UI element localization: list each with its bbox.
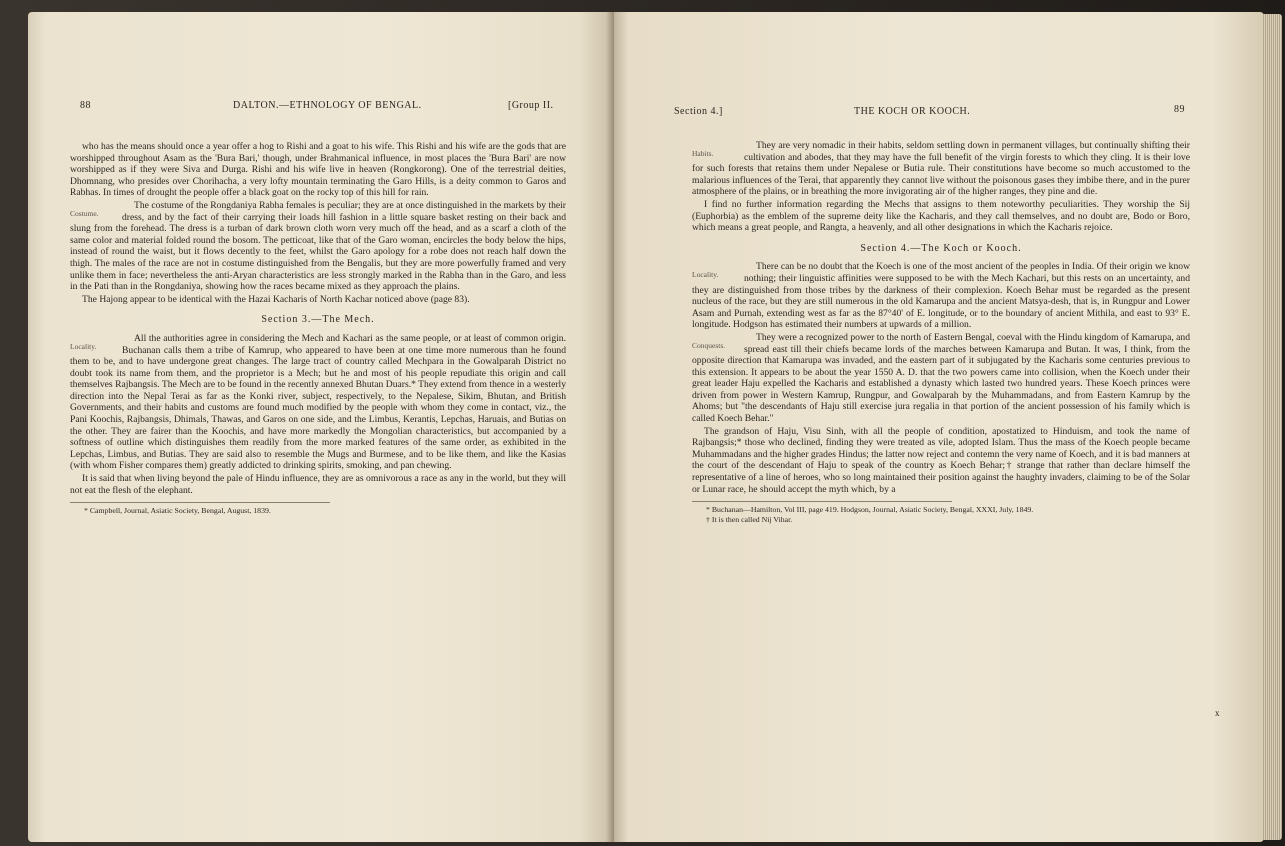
section-label-right: Section 4.] xyxy=(674,106,723,117)
footnote: † It is then called Nij Vihar. xyxy=(706,514,793,524)
group-label: [Group II. xyxy=(508,100,554,111)
left-text-body xyxy=(70,141,566,516)
section-heading-mech: Section 3.—The Mech. xyxy=(261,314,375,326)
sidenote-locality: Locality. xyxy=(70,341,97,351)
paragraph: It is said that when living beyond the pale of Hindu influence, they are as omnivorous a race as any in the world, but they will not eat the flesh of the elephant. xyxy=(70,473,566,496)
page-number-right: 89 xyxy=(1174,104,1185,115)
paragraph: Habits. They are very nomadic in their habits, seldom settling down in permanent villages, but continually shifting their cultivation and abodes, that they may have the full benefit of the virgin forests to which they cling. It is their love for such forests that retains them under Nepalese or Butia rule. Their constitutions have become so much accustomed to the malarious influences of the Terai, that apparently they cannot live without the poisonous gases they imbibe there, and in the purer atmosphere of the plains, or in breathing the more invigorating air of the higher ranges, they pine and die. xyxy=(692,140,1190,198)
page-number-left: 88 xyxy=(80,100,91,111)
right-text-body xyxy=(692,140,1190,524)
footnote-rule xyxy=(70,502,330,503)
sidenote-costume: Costume. xyxy=(70,208,99,218)
paragraph: Locality. All the authorities agree in considering the Mech and Kachari as the same people, or at least of common origin. Buchanan calls them a tribe of Kamrup, who appeared to have been at one time more numerous than he found them to be, and to have undergone great changes. The large tract of country called Mechpara in the Gowalparah District no doubt took its name from them, and the proprietor is a Mech; but he and most of his people repudiate this origin and call themselves Rajbangsis. The Mech are to be found in the recently annexed Bhutan Duars.* They extend from thence in a westerly direction into the Nepal Terai as far as the Konki river, subject, respectively, to the Nepalese, Sikim, Bhutan, and British Governments, and their habits and customs are found much modified by the people with whom they come in contact, viz., the Pani Koochis, Rajbangsis, Dhimals, Thawas, and Garos on one side, and the Limbus, Kerantis, Lepchas, Haruais, and Butias on the other. They are fairer than the Koochis, and have more markedly the Mongolian characteristics, but accompanied by a softness of outline which distinguishes them readily from the more marked features of the same order, as exhibited in the Lepchas, Limbus, and Butias. They are said also to resemble the Mugs and Burmese, and to be like them, and like the Kasias (with whom Fisher compares them) greatly addicted to drinking spirits, smoking, and pan chewing. xyxy=(70,332,566,472)
left-page xyxy=(28,12,614,842)
footnote-rule xyxy=(692,501,952,502)
footnote: * Buchanan—Hamilton, Vol III, page 419. Hodgson, Journal, Asiatic Society, Bengal, XXXI, July, 1849. xyxy=(706,505,1034,515)
signature-mark: x xyxy=(1215,708,1220,718)
sidenote-habits: Habits. xyxy=(692,149,714,158)
paragraph: The Hajong appear to be identical with the Hazai Kacharis of North Kachar noticed above (page 83). xyxy=(82,293,470,305)
right-page xyxy=(614,12,1264,842)
running-title-right: THE KOCH OR KOOCH. xyxy=(854,106,971,117)
section-heading-koch: Section 4.—The Koch or Kooch. xyxy=(860,242,1022,254)
footnote: * Campbell, Journal, Asiatic Society, Bengal, August, 1839. xyxy=(84,506,271,516)
paragraph: Conquests. They were a recognized power to the north of Eastern Bengal, coeval with the Hindu kingdom of Kamarupa, and spread east till their chiefs became lords of the marches between Kamarupa and Butan. It was, I think, from the opposite direction that Kamarupa was invaded, and the eastern part of it subjugated by the Kacharis some centuries previous to this extension. It appears to be about the year 1550 A. D. that the two powers came into collision, when the Koech under their great leader Haju expelled the Kacharis and established a dynasty which lasted two hundred years. These Koech princes were driven from power in Western Kamrup, Rungpur, and Gowalparah by the Muhammadans, and from Eastern Kamrup by the Ahoms; but "the descendants of Haju still exercise jura regalia in that portion of the ancient possession of his family which is called Koech Behar." xyxy=(692,331,1190,425)
sidenote-locality: Locality. xyxy=(692,270,719,280)
paragraph: who has the means should once a year offer a hog to Rishi and a goat to his wife. This Rishi and his wife are the gods that are worshipped throughout Asam as the 'Bura Bari,' though, under Brahmanical influence, in most places the 'Bura Bari' are now worshipped as if they were Siva and Durga. Rishi and his wife live in heaven (Rongkorong). One of the terrestrial deities, Dhomnang, who presides over Chorihacha, a very lofty mountain terminating the Garo Hills, is a deity common to Garos and Rabhas. In times of drought the people offer a black goat on the rocky top of this hill for rain. xyxy=(70,141,566,199)
sidenote-conquests: Conquests. xyxy=(692,340,726,350)
running-title-left: DALTON.—ETHNOLOGY OF BENGAL. xyxy=(233,100,422,111)
page-edges xyxy=(1262,14,1282,840)
paragraph: Costume. The costume of the Rongdaniya Rabha females is peculiar; they are at once distinguished in the markets by their dress, and by the fact of their carrying their loads hill fashion in a little square basket resting on their back and slung from the forehead. The dress is a turban of dark brown cloth worn very much off the head, and as a scarf a cloth of the same color and material folded round the bosom. The petticoat, like that of the Garo woman, encircles the body below the hips, instead of round the waist, but it flows decently to the feet, whilst the Garo apology for a robe does not reach half down the thigh. The males of the race are not in costume distinguished from the Bengalis, but they are more powerfully framed and very unlike them in face; nevertheless the anti-Aryan characteristics are less strongly marked in the Rabha than in the Garo, and less in the Pati than in the Rongdaniya, showing how the races became mixed as they approach the plains. xyxy=(70,199,566,293)
paragraph: The grandson of Haju, Visu Sinh, with all the people of condition, apostatized to Hinduism, and took the name of Rajbangsis;* those who declined, finding they were treated as vile, adopted Islam. Thus the mass of the Koech people became Muhammadans and the higher grades Hindus; the latter now reject and contemn the very name of Koech, and it is bad manners at the court of the descendant of Haju to speak of the country as Koech Behar;† strange that rather than declare himself the representative of a line of heroes, who so long maintained their position against the haughty invaders, claiming to be of the Solar or Lunar race, he should accept the myth which, by a xyxy=(692,425,1190,495)
paragraph: Locality. There can be no doubt that the Koech is one of the most ancient of the peoples in India. Of their origin we know nothing; their linguistic affinities were supposed to be with the Mech Kachari, but this rests on an uncertainty, and they are distinguished from those tribes by the darkness of their complexion. Koech Behar must be regarded as the present nucleus of the race, but they are still numerous in the old Kamarupa and the ancient Matsya-desh, that is, in Rungpur and Lower Asam and Purnah, extending west as far as the 87°40' of E. longitude, or to the boundary of ancient Mithila, and east to 93° E. longitude. Hodgson has estimated their numbers at upwards of a million. xyxy=(692,261,1190,331)
paragraph: I find no further information regarding the Mechs that assigns to them noteworthy peculiarities. They worship the Sij (Euphorbia) as the emblem of the supreme deity like the Kacharis, and they call themselves, and no doubt are, Bodo or Boro, which means a great people, and Rangta, a heavenly, and all other designations in which the Kacharis rejoice. xyxy=(692,198,1190,234)
